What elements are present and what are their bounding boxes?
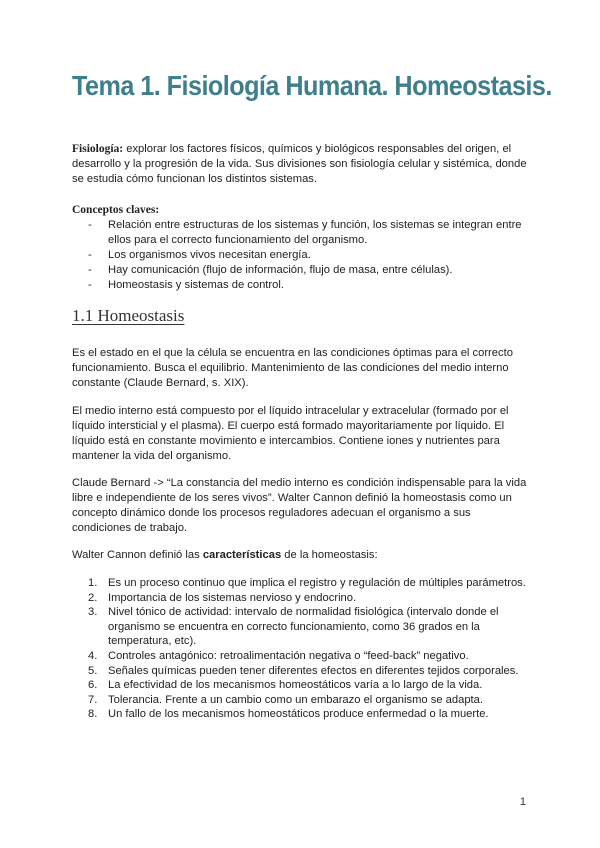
item-number: 3. <box>88 606 98 619</box>
item-number: 7. <box>88 693 98 706</box>
list-item <box>72 605 542 649</box>
list-item <box>72 707 542 722</box>
dash-marker: - <box>88 264 92 276</box>
concepts-list <box>72 218 542 293</box>
concepts-label: Conceptos claves: <box>72 204 160 216</box>
list-item <box>72 693 542 708</box>
dash-marker: - <box>88 279 92 291</box>
homeostasis-paragraph-4 <box>72 548 532 563</box>
homeostasis-paragraph-3: Claude Bernard -> “La constancia del medio interno es condición indispensable para la vida libre e independiente de los seres vivos”. Walter Cannon definió la homeostasis como un concepto dinámico donde los procesos reguladores adecuan el organismo a sus condiciones de trabajo. <box>72 477 527 534</box>
paragraph-text: Walter Cannon definió las <box>72 549 203 561</box>
list-item-text: Controles antagónico: retroalimentación negativa o “feed-back” negativo. <box>108 649 469 662</box>
item-number: 4. <box>88 649 98 662</box>
page-title: Tema 1. Fisiología Humana. Homeostasis. <box>72 70 552 101</box>
homeostasis-paragraph-2: El medio interno está compuesto por el líquido intracelular y extracelular (formado por el líquido intersticial y el plasma). El cuerpo está formado mayoritariamente por líquido. El líquido está en constante movimiento e intercambios. Contiene iones y nutrientes para mantener la vida del organismo. <box>72 405 509 462</box>
intro-paragraph <box>72 142 532 187</box>
section-heading: 1.1 Homeostasis <box>72 306 185 325</box>
list-item-text: Señales químicas pueden tener diferentes efectos en diferentes tejidos corporales. <box>108 664 519 677</box>
paragraph-text: de la homeostasis: <box>281 549 378 561</box>
list-item-text: Nivel tónico de actividad: intervalo de normalidad fisiológica (intervalo donde el organismo se encuentra en correcto funcionamiento, como 36 grados en la temperatura, etc). <box>108 606 499 648</box>
list-item <box>72 678 542 693</box>
homeostasis-paragraph-1: Es el estado en el que la célula se encuentra en las condiciones óptimas para el correcto funcionamiento. Busca el equilibrio. Mantenimiento de las condiciones del medio interno constante (Claude Bernard, s. XIX). <box>72 347 513 389</box>
list-item <box>72 591 542 606</box>
list-item-text: Los organismos vivos necesitan energía. <box>108 249 311 261</box>
characteristics-list <box>72 576 542 722</box>
item-number: 5. <box>88 664 98 677</box>
list-item-text: Importancia de los sistemas nervioso y endocrino. <box>108 591 357 604</box>
list-item-text: La efectividad de los mecanismos homeostáticos varía a lo largo de la vida. <box>108 679 483 692</box>
list-item-text: Un fallo de los mecanismos homeostáticos produce enfermedad o la muerte. <box>108 708 489 721</box>
list-item-text: Hay comunicación (flujo de información, flujo de masa, entre células). <box>108 264 453 276</box>
list-item <box>72 664 542 679</box>
item-number: 1. <box>88 577 98 589</box>
item-number: 2. <box>88 591 98 604</box>
list-item <box>72 263 542 278</box>
intro-text: explorar los factores físicos, químicos y biológicos responsables del origen, el desarrollo y la progresión de la vida. Sus divisiones son fisiología celular y sistémica, donde se estudia cómo funcionan los distintos sistemas. <box>72 143 527 185</box>
list-item <box>72 278 542 293</box>
list-item <box>72 576 542 591</box>
list-item <box>72 218 542 248</box>
list-item-text: Es un proceso continuo que implica el registro y regulación de múltiples parámetros. <box>108 577 526 589</box>
dash-marker: - <box>88 249 92 261</box>
item-number: 6. <box>88 679 98 692</box>
list-item-text: Homeostasis y sistemas de control. <box>108 279 284 291</box>
page-number: 1 <box>519 796 526 808</box>
bold-term: características <box>202 549 282 561</box>
intro-label: Fisiología: <box>72 143 124 155</box>
item-number: 8. <box>88 708 98 721</box>
list-item <box>72 248 542 263</box>
list-item-text: Tolerancia. Frente a un cambio como un embarazo el organismo se adapta. <box>108 693 483 706</box>
list-item <box>72 649 542 664</box>
list-item-text: Relación entre estructuras de los sistemas y función, los sistemas se integran entre ellos para el correcto funcionamiento del organismo. <box>108 219 522 246</box>
dash-marker: - <box>88 219 92 231</box>
